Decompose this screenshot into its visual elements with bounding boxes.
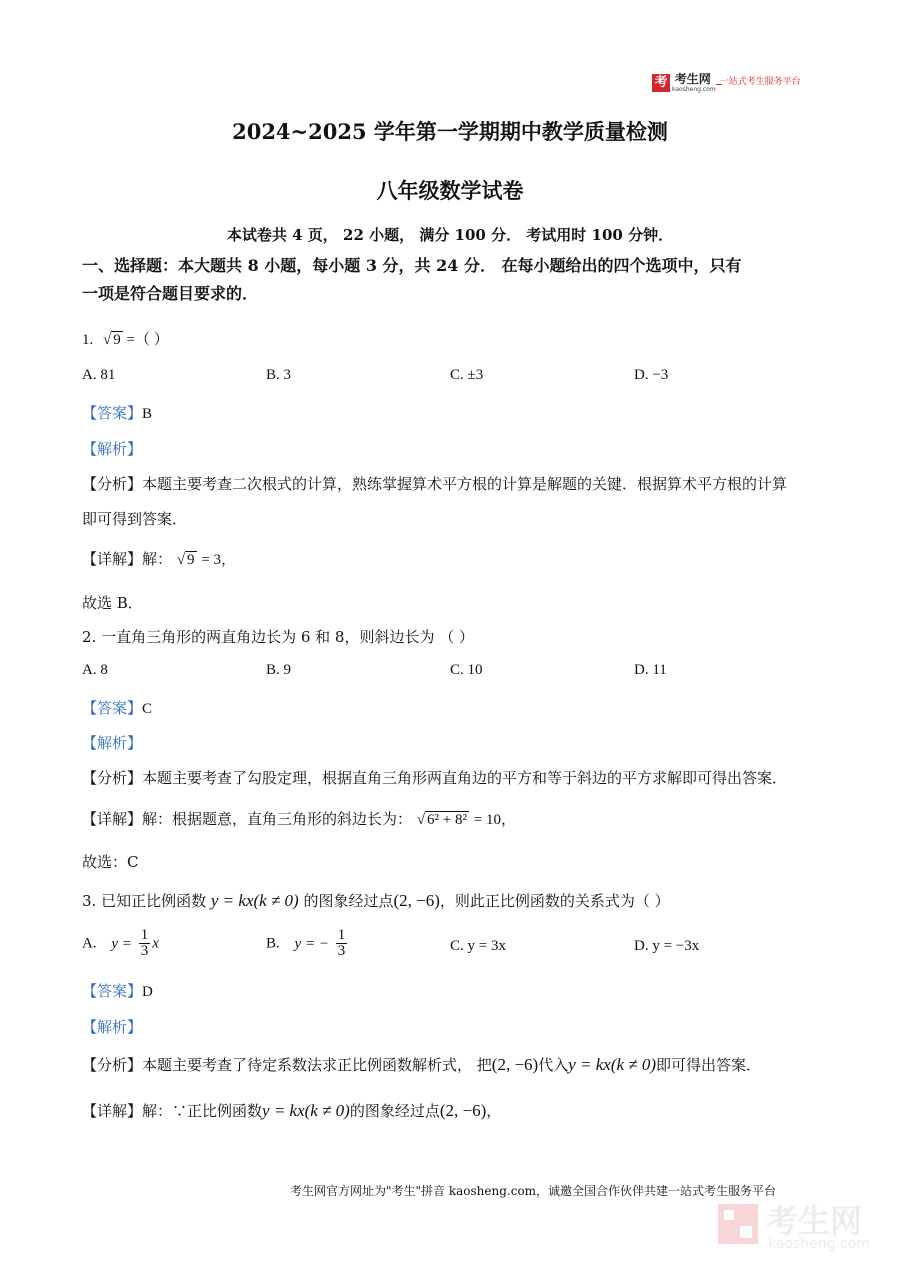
q2-option-b: B. 9 — [266, 662, 292, 678]
answer-label: 【答案】 — [82, 699, 143, 717]
q3-option-a-pre: y = — [111, 935, 132, 952]
q3-fenxi-func: y = kx(k ≠ 0) — [568, 1055, 657, 1074]
fenxi-label: 【分析】 — [82, 769, 143, 787]
watermark-name: 考生网 — [766, 1202, 863, 1240]
section-heading-line2: 一项是符合题目要求的． — [82, 284, 259, 303]
q1-radicand: 9 — [113, 332, 121, 348]
q3-detail-point: (2, −6) — [439, 1101, 487, 1120]
q1-fenxi-line1 — [82, 473, 787, 494]
fenxi-label: 【分析】 — [82, 1056, 143, 1074]
q3-option-a-den: 3 — [140, 943, 149, 959]
detail-label: 【详解】 — [82, 550, 143, 568]
q2-detail — [82, 808, 516, 829]
q3-option-b-pre: y = − — [294, 935, 329, 952]
q3-detail-func: y = kx(k ≠ 0) — [262, 1101, 350, 1120]
q2-answer-value: C — [142, 701, 153, 717]
q1-number: 1. — [82, 332, 94, 348]
answer-label: 【答案】 — [82, 404, 143, 422]
q3-stem-pre: 3. 已知正比例函数 — [82, 892, 207, 910]
q3-answer-value: D — [142, 984, 153, 1000]
q3-analysis-label: 【解析】 — [82, 1018, 143, 1036]
q1-detail-radicand: 9 — [187, 552, 195, 568]
q1-sqrt: √ 9 — [103, 332, 121, 348]
q1-analysis-label: 【解析】 — [82, 440, 143, 458]
q2-stem: 2. 一直角三角形的两直角边长为 6 和 8，则斜边长为 （ ） — [82, 628, 475, 646]
logo-name: 考生网 — [674, 72, 711, 86]
q3-fenxi-pre: 本题主要考查了待定系数法求正比例函数解析式， 把 — [142, 1056, 492, 1074]
q2-detail-radicand: 6² + 8² — [427, 812, 468, 828]
q2-option-d: D. 11 — [634, 662, 667, 678]
q2-option-c: C. 10 — [450, 662, 483, 678]
q1-stem-tail: =（ ） — [126, 332, 169, 348]
logo-domain: kaosheng.com — [672, 86, 716, 93]
q3-stem-mid: 的图象经过点 — [303, 892, 394, 910]
q3-option-a-fraction — [139, 928, 151, 959]
logo-slogan: 一站式考生服务平台 — [719, 77, 801, 87]
q3-option-a-post: x — [152, 935, 159, 952]
q1-option-a: A. 81 — [82, 367, 116, 383]
q3-detail-post: ， — [486, 1102, 502, 1120]
q3-stem — [82, 890, 670, 911]
q3-option-c: C. y = 3x — [450, 938, 506, 954]
q3-fenxi-mid: 代入 — [538, 1056, 569, 1074]
q2-detail-sqrt: √ 6² + 8² — [416, 812, 468, 828]
fenxi-label: 【分析】 — [82, 475, 143, 493]
q2-fenxi-text: 本题主要考查了勾股定理，根据直角三角形两直角边的平方和等于斜边的平方求解即可得出答案． — [142, 769, 788, 787]
q2-detail-pre: 解：根据题意，直角三角形的斜边长为： — [142, 810, 413, 828]
q2-analysis-label: 【解析】 — [82, 734, 143, 752]
q3-detail — [82, 1100, 501, 1121]
q2-conclusion: 故选：C — [82, 853, 139, 871]
q1-conclusion: 故选 B． — [82, 594, 143, 612]
q3-answer — [82, 980, 153, 1001]
q3-option-a-label: A. — [82, 935, 97, 952]
page-title: 2024~2025 学年第一学期期中教学质量检测 — [232, 119, 668, 144]
q1-stem — [82, 328, 169, 349]
q3-fenxi-point: (2, −6) — [491, 1055, 539, 1074]
q3-fenxi-post: 即可得出答案． — [656, 1056, 762, 1074]
q3-option-b-label: B. — [266, 935, 280, 952]
q1-detail-pre: 解： — [142, 550, 173, 568]
q3-detail-mid: 的图象经过点 — [349, 1102, 440, 1120]
q3-option-b-den: 3 — [337, 943, 346, 959]
q2-detail-post: = 10， — [473, 812, 517, 828]
q1-detail-sqrt: √ 9 — [176, 552, 195, 568]
q3-option-a-num: 1 — [140, 927, 149, 943]
q3-option-b — [266, 928, 349, 959]
footer-note: 考生网官方网址为"考生"拼音 kaosheng.com，诚邀全国合作伙伴共建一站式考生服务平台 — [290, 1184, 777, 1198]
q1-option-d: D. −3 — [634, 367, 669, 383]
q3-detail-pre: 解：∵正比例函数 — [142, 1102, 263, 1120]
q3-fenxi — [82, 1054, 761, 1075]
watermark-mark-icon — [716, 1202, 760, 1246]
q3-option-b-num: 1 — [337, 927, 346, 943]
logo-divider — [716, 84, 722, 85]
q2-fenxi — [82, 767, 787, 788]
q3-stem-post: ，则此正比例函数的关系式为（ ） — [439, 892, 670, 910]
page-subtitle: 八年级数学试卷 — [376, 178, 524, 203]
q1-answer — [82, 402, 152, 423]
q3-option-a — [82, 928, 159, 959]
section-heading-line1: 一、选择题：本大题共 8 小题，每小题 3 分，共 24 分． 在每小题给出的四个选项中，只有 — [82, 256, 742, 275]
answer-label: 【答案】 — [82, 982, 143, 1000]
q1-option-b: B. 3 — [266, 367, 292, 383]
q2-answer — [82, 697, 152, 718]
q3-function: y = kx(k ≠ 0) — [210, 891, 299, 910]
q3-option-b-fraction — [336, 928, 348, 959]
exam-info: 本试卷共 4 页， 22 小题， 满分 100 分． 考试用时 100 分钟． — [226, 226, 674, 244]
detail-label: 【详解】 — [82, 1102, 143, 1120]
q2-option-a: A. 8 — [82, 662, 108, 678]
q3-option-d: D. y = −3x — [634, 938, 700, 954]
watermark-domain: kaosheng.com — [768, 1236, 870, 1252]
q1-fenxi-text1: 本题主要考查二次根式的计算，熟练掌握算术平方根的计算是解题的关键．根据算术平方根的计算 — [142, 475, 788, 493]
logo-mark-icon: 考 — [652, 74, 670, 92]
q1-option-c: C. ±3 — [450, 367, 484, 383]
q1-detail — [82, 548, 236, 569]
q1-detail-post: = 3， — [201, 552, 237, 568]
detail-label: 【详解】 — [82, 810, 143, 828]
watermark-logo — [716, 1196, 886, 1256]
q1-fenxi-line2: 即可得到答案． — [82, 510, 188, 528]
q1-answer-value: B — [142, 406, 153, 422]
q3-point: (2, −6) — [393, 891, 440, 910]
